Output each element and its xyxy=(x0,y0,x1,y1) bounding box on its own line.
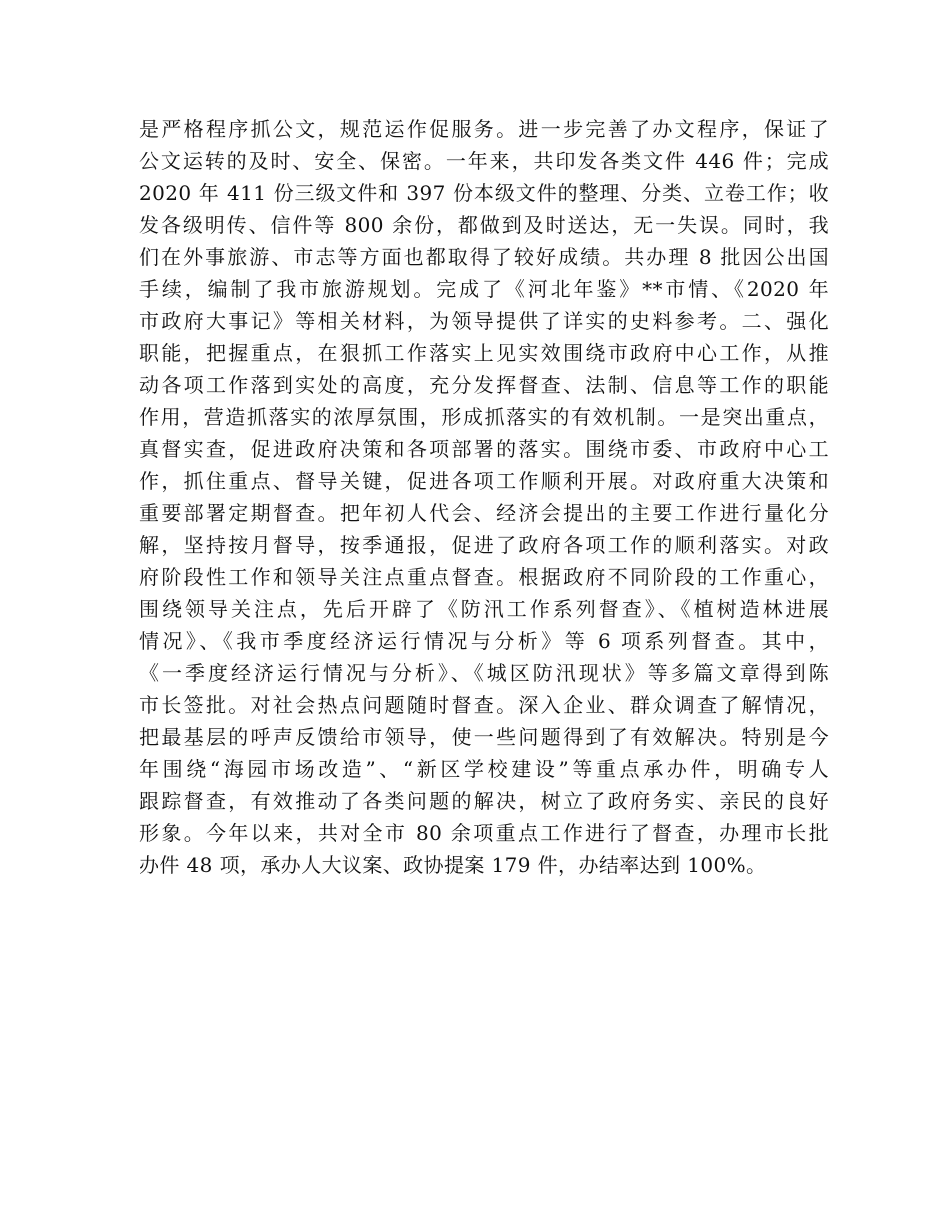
text-line: 重要部署定期督查。把年初人代会、经济会提出的主要工作进行量化分 xyxy=(139,501,829,525)
text-line: 市长签批。对社会热点问题随时督查。深入企业、群众调查了解情况， xyxy=(139,693,829,717)
text-line: 跟踪督查，有效推动了各类问题的解决，树立了政府务实、亲民的良好 xyxy=(139,789,829,813)
text-line: 真督实查，促进政府决策和各项部署的落实。围绕市委、市政府中心工 xyxy=(139,437,829,461)
text-line: 公文运转的及时、安全、保密。一年来，共印发各类文件 446 件；完成 xyxy=(139,149,829,173)
text-line: 把最基层的呼声反馈给市领导，使一些问题得到了有效解决。特别是今 xyxy=(139,725,829,749)
text-line: 府阶段性工作和领导关注点重点督查。根据政府不同阶段的工作重心， xyxy=(139,565,829,589)
text-line: 年围绕“海园市场改造”、“新区学校建设”等重点承办件，明确专人 xyxy=(139,757,829,781)
text-line: 办件 48 项，承办人大议案、政协提案 179 件，办结率达到 100%。 xyxy=(139,853,767,877)
text-line: 解，坚持按月督导，按季通报，促进了政府各项工作的顺利落实。对政 xyxy=(139,533,829,557)
text-line: 发各级明传、信件等 800 余份，都做到及时送达，无一失误。同时，我 xyxy=(139,213,829,237)
text-line: 作，抓住重点、督导关键，促进各项工作顺利开展。对政府重大决策和 xyxy=(139,469,829,493)
text-line: 手续，编制了我市旅游规划。完成了《河北年鉴》**市情、《2020 年 xyxy=(139,277,829,301)
text-line: 《一季度经济运行情况与分析》、《城区防汛现状》等多篇文章得到陈 xyxy=(139,661,829,685)
text-line: 形象。今年以来，共对全市 80 余项重点工作进行了督查，办理市长批 xyxy=(139,821,829,845)
text-line: 职能，把握重点，在狠抓工作落实上见实效围绕市政府中心工作，从推 xyxy=(139,341,829,365)
text-line: 市政府大事记》等相关材料，为领导提供了详实的史料参考。二、强化 xyxy=(139,309,829,333)
body-text xyxy=(139,113,829,881)
text-line: 们在外事旅游、市志等方面也都取得了较好成绩。共办理 8 批因公出国 xyxy=(139,245,829,269)
text-line: 围绕领导关注点，先后开辟了《防汛工作系列督查》、《植树造林进展 xyxy=(139,597,829,621)
text-line: 动各项工作落到实处的高度，充分发挥督查、法制、信息等工作的职能 xyxy=(139,373,829,397)
text-line: 情况》、《我市季度经济运行情况与分析》等 6 项系列督查。其中， xyxy=(139,629,829,653)
text-line: 是严格程序抓公文，规范运作促服务。进一步完善了办文程序，保证了 xyxy=(139,117,829,141)
text-line: 2020 年 411 份三级文件和 397 份本级文件的整理、分类、立卷工作；收 xyxy=(139,181,829,205)
text-line: 作用，营造抓落实的浓厚氛围，形成抓落实的有效机制。一是突出重点， xyxy=(139,405,829,429)
